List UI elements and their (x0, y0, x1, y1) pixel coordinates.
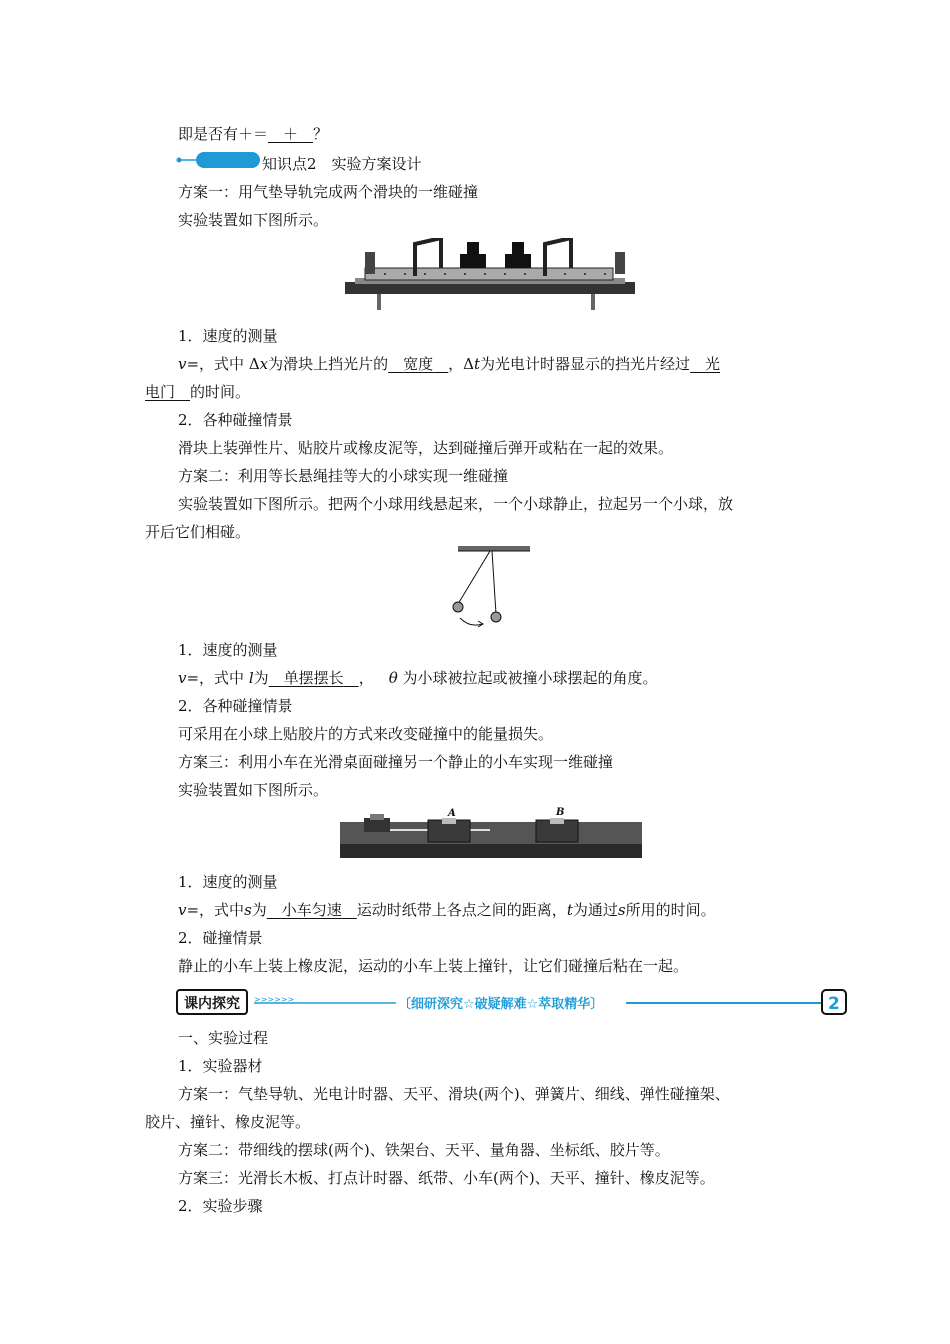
section-banner (176, 988, 848, 1016)
plan3-title: 方案三：利用小车在光滑桌面碰撞另一个静止的小车实现一维碰撞 (178, 753, 614, 771)
plan2-collision-heading: 2．各种碰撞情景 (178, 697, 293, 715)
materials-plan3: 方案三：光滑长木板、打点计时器、纸带、小车(两个)、天平、撞针、橡皮泥等。 (178, 1169, 715, 1187)
plan1-speed-heading: 1．速度的测量 (178, 327, 278, 345)
intro-suffix: ？ (313, 125, 329, 143)
plan2-collision-text: 可采用在小球上贴胶片的方式来改变碰撞中的能量损失。 (178, 725, 554, 743)
plan1-title: 方案一：用气垫导轨完成两个滑块的一维碰撞 (178, 183, 479, 201)
intro-blank: ＋ (283, 125, 299, 143)
cart-label-a: A (448, 808, 456, 819)
plan1-speed-line2: 电门 的时间。 (145, 383, 251, 401)
banner-title: 课内探究 (184, 996, 240, 1012)
plan2-speed-line: v=，式中 l为 单摆摆长 ， θ 为小球被拉起或被撞小球摆起的角度。 (178, 669, 658, 687)
plan3-device: 实验装置如下图所示。 (178, 781, 329, 799)
intro-line (178, 124, 328, 144)
banner-number: 2 (828, 994, 840, 1014)
intro-prefix: 即是否有＋＝ (178, 125, 269, 143)
plan1-collision-text: 滑块上装弹性片、贴胶片或橡皮泥等，达到碰撞后弹开或粘在一起的效果。 (178, 439, 674, 457)
plan3-collision-text: 静止的小车上装上橡皮泥，运动的小车上装上撞针，让它们碰撞后粘在一起。 (178, 957, 689, 975)
materials-heading: 1．实验器材 (178, 1057, 263, 1075)
kp2-heading: 知识点2 实验方案设计 (262, 155, 422, 173)
section1-heading: 一、实验过程 (178, 1029, 269, 1047)
plan1-collision-heading: 2．各种碰撞情景 (178, 411, 293, 429)
plan3-speed-line: v=，式中s为 小车匀速 运动时纸带上各点之间的距离，t为通过s所用的时间。 (178, 901, 716, 919)
pendulum-figure (440, 544, 540, 630)
banner-arrows: >>>>>> (254, 995, 295, 1004)
steps-heading: 2．实验步骤 (178, 1197, 263, 1215)
plan3-speed-heading: 1．速度的测量 (178, 873, 278, 891)
plan1-device: 实验装置如下图所示。 (178, 211, 329, 229)
banner-slogan: 〔细研深究☆破疑解难☆萃取精华〕 (398, 997, 604, 1012)
cart-label-b: B (556, 807, 565, 818)
knowledge-point-badge (176, 150, 266, 170)
materials-plan2: 方案二：带细线的摆球(两个)、铁架台、天平、量角器、坐标纸、胶片等。 (178, 1141, 670, 1159)
materials-plan1-line1: 方案一：气垫导轨、光电计时器、天平、滑块(两个)、弹簧片、细线、弹性碰撞架、 (178, 1085, 730, 1103)
air-track-figure (345, 238, 635, 314)
plan1-speed-line1: v=，式中 Δx为滑块上挡光片的 宽度 ，Δt为光电计时器显示的挡光片经过 光 (178, 355, 721, 373)
plan2-title: 方案二：利用等长悬绳挂等大的小球实现一维碰撞 (178, 467, 509, 485)
plan3-collision-heading: 2．碰撞情景 (178, 929, 263, 947)
cart-figure (340, 804, 642, 858)
materials-plan1-line2: 胶片、撞针、橡皮泥等。 (145, 1113, 311, 1131)
plan2-device-line1: 实验装置如下图所示。把两个小球用线悬起来，一个小球静止，拉起另一个小球，放 (178, 495, 734, 513)
plan2-speed-heading: 1．速度的测量 (178, 641, 278, 659)
plan2-device-line2: 开后它们相碰。 (145, 523, 251, 541)
